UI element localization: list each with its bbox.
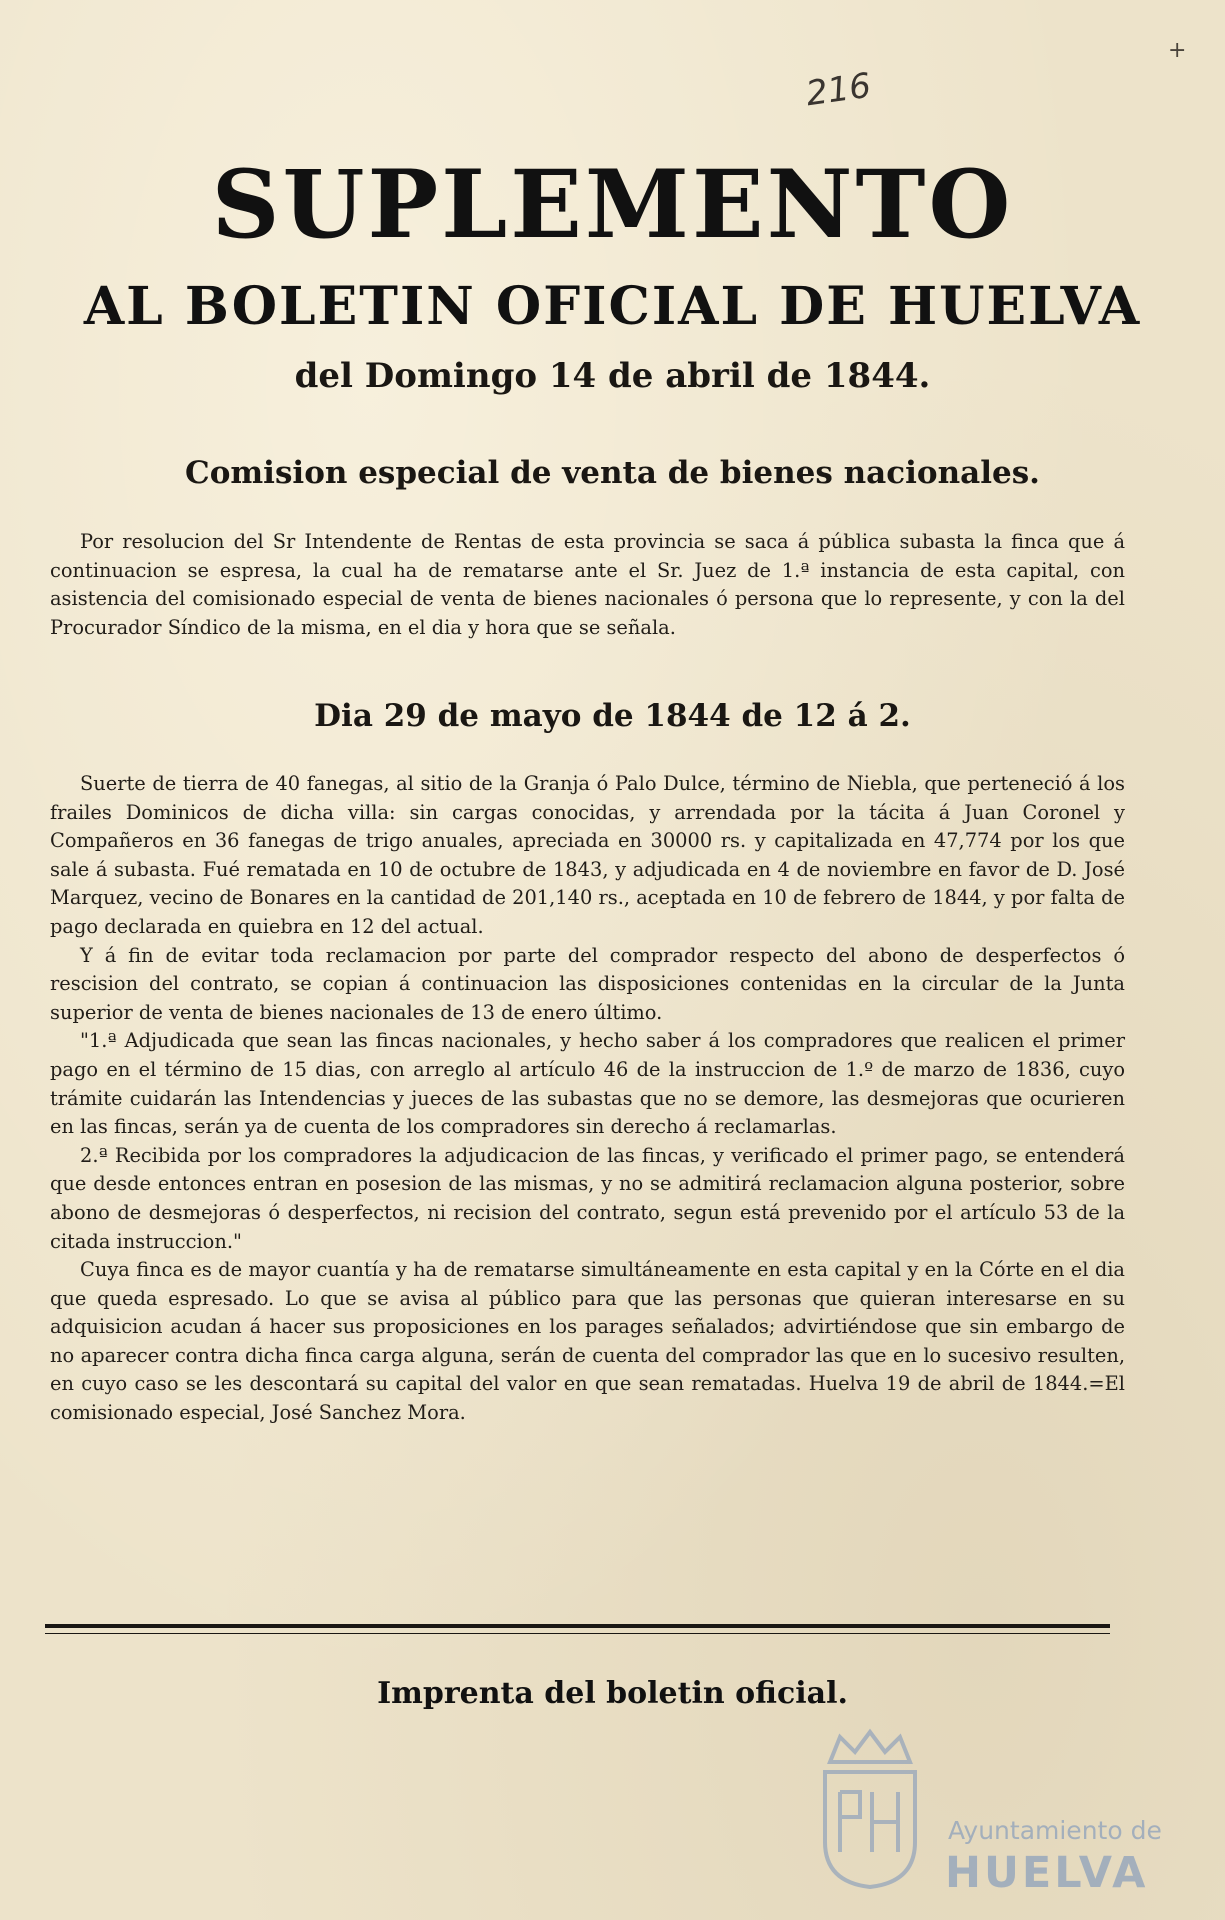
paragraph: Y á fin de evitar toda reclamacion por parte del comprador respecto del abono de desperfectos ó rescision del contrato, se copian á continuacion las disposiciones contenidas en la circular de la Junta superior de venta de bienes nacionales de 13 de enero último. — [50, 943, 1125, 1024]
page-subtitle: AL BOLETIN OFICIAL DE HUELVA — [83, 276, 1142, 337]
coat-of-arms-icon — [810, 1722, 930, 1892]
watermark — [810, 1722, 1190, 1898]
issue-date: del Domingo 14 de abril de 1844. — [294, 356, 931, 396]
page-title: SUPLEMENTO — [211, 150, 1014, 260]
watermark-line1: Ayuntamiento de — [948, 1816, 1162, 1845]
intro-paragraph — [50, 528, 1125, 642]
imprint-line: Imprenta del boletin oficial. — [377, 1676, 848, 1711]
section-title: Comision especial de venta de bienes nacionales. — [185, 455, 1040, 491]
paragraph: "1.ª Adjudicada que sean las fincas nacionales, y hecho saber á los compradores que realicen el primer pago en el término de 15 dias, con arreglo al artículo 46 de la instruccion de 1.º de marzo de 1836, cuyo trámite cuidarán las Intendencias y jueces de las subastas que no se demore, las desmejoras que ocurieren en las fincas, serán ya de cuenta de los compradores sin derecho á reclamarlas. — [50, 1029, 1125, 1139]
footer-rule-thick — [45, 1624, 1110, 1628]
paragraph: Cuya finca es de mayor cuantía y ha de rematarse simultáneamente en esta capital y en la Córte en el dia que queda espresado. Lo que se avisa al público para que las personas que quieran interesarse en su adquisicion acudan á hacer sus proposiciones en los parages señalados; advirtiéndose que sin embargo de no aparecer contra dicha finca carga alguna, serán de cuenta del comprador las que en lo sucesivo resulten, en cuyo caso se les descontará su capital del valor en que sean rematadas. Huelva 19 de abril de 1844.=El comisionado especial, José Sanchez Mora. — [50, 1258, 1125, 1425]
footer-rule-thin — [45, 1633, 1110, 1634]
main-text — [50, 770, 1125, 1428]
auction-date: Dia 29 de mayo de 1844 de 12 á 2. — [314, 698, 911, 734]
folio-number: 216 — [803, 65, 874, 115]
watermark-line2: HUELVA — [945, 1848, 1149, 1898]
paragraph: Suerte de tierra de 40 fanegas, al sitio de la Granja ó Palo Dulce, término de Niebla, que perteneció á los frailes Dominicos de dicha villa: sin cargas conocidas, y arrendada por la tácita á Juan Coronel y Compañeros en 36 fanegas de trigo anuales, apreciada en 30000 rs. y capitalizada en 47,774 por los que sale á subasta. Fué rematada en 10 de octubre de 1843, y adjudicada en 4 de noviembre en favor de D. José Marquez, vecino de Bonares en la cantidad de 201,140 rs., aceptada en 10 de febrero de 1844, y por falta de pago declarada en quiebra en 12 del actual. — [50, 772, 1125, 938]
corner-mark: + — [1168, 38, 1187, 63]
intro-text: Por resolucion del Sr Intendente de Rentas de esta provincia se saca á pública subasta la finca que á continuacion se espresa, la cual ha de rematarse ante el Sr. Juez de 1.ª instancia de esta capital, con asistencia del comisionado especial de venta de bienes nacionales ó persona que lo represente, y con la del Procurador Síndico de la misma, en el dia y hora que se señala. — [50, 530, 1125, 639]
paragraph: 2.ª Recibida por los compradores la adjudicacion de las fincas, y verificado el primer pago, se entenderá que desde entonces entran en posesion de las mismas, y no se admitirá reclamacion alguna posterior, sobre abono de desmejoras ó desperfectos, ni recision del contrato, segun está prevenido por el artículo 53 de la citada instruccion." — [50, 1143, 1125, 1253]
